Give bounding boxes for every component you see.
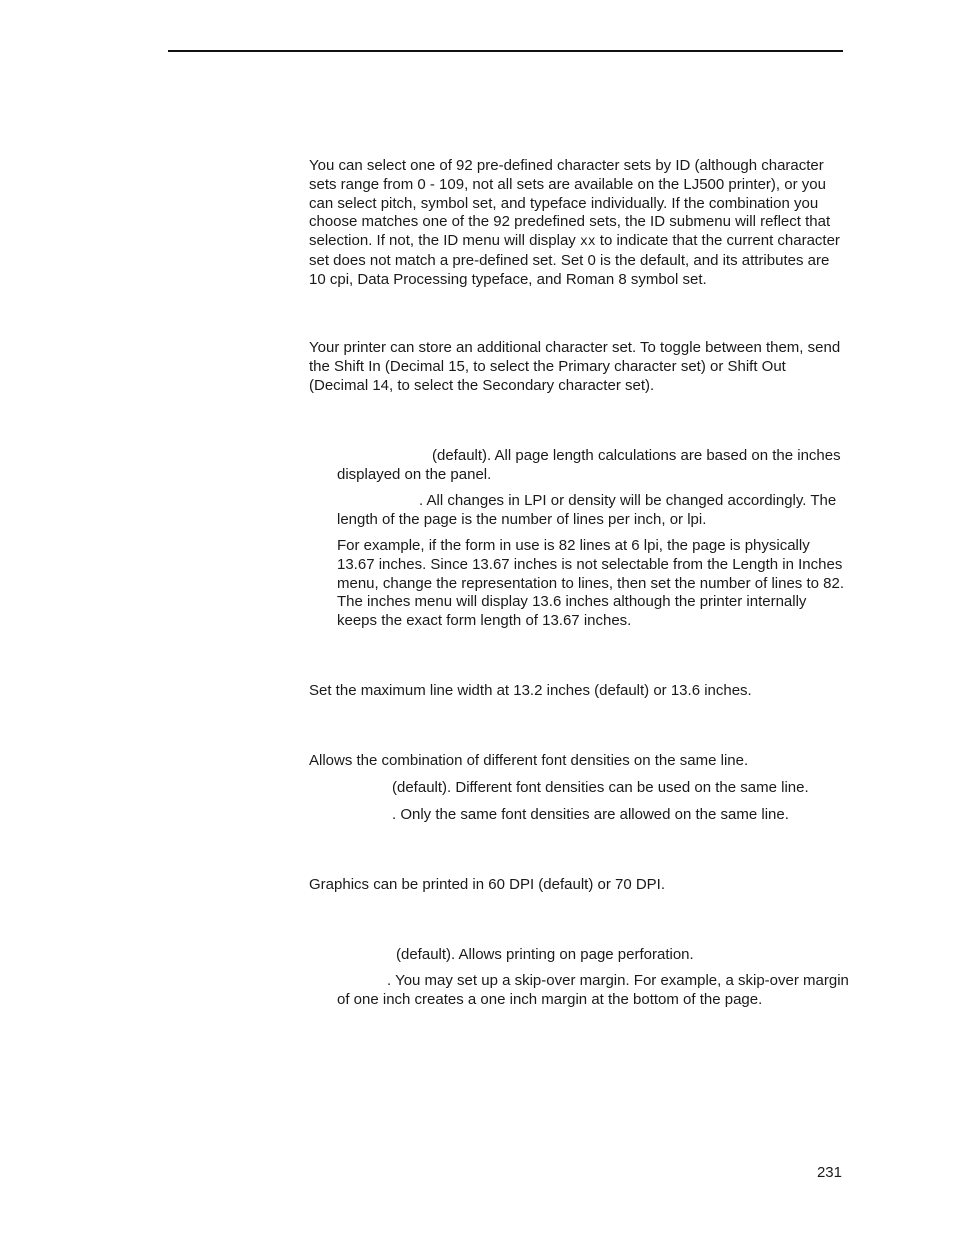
form-length-option-2: . All changes in LPI or density will be changed accordingly. The length of the page is the number of lines per inch, or lpi. xyxy=(337,492,837,528)
charset-id-code: xx xyxy=(579,234,596,250)
mixed-density-option-2: . Only the same font densities are allowed on the same line. xyxy=(392,806,789,823)
line-width-paragraph: Set the maximum line width at 13.2 inches (default) or 13.6 inches. xyxy=(309,682,752,699)
graphics-paragraph: Graphics can be printed in 60 DPI (default) or 70 DPI. xyxy=(309,876,666,893)
charset-id-text-before: You can select one of 92 pre-defined character sets by ID (although character sets range from 0 - 109, not all sets are available on the LJ500 printer), or you can select pitch, symbol set, and typeface individually. If the combination you choose matches one of the 92 predefined sets, the ID submenu will reflect that selection. If not, the ID menu will display xyxy=(309,157,831,250)
form-length-example: For example, if the form in use is 82 lines at 6 lpi, the page is physically 13.67 inches. Since 13.67 inches is not selectable from the Length in Inches menu, change the representation to lines, then set the number of lines to 82. The inches menu will display 13.6 inches although the printer internally keeps the exact form length of 13.67 inches. xyxy=(337,537,844,630)
perforation-option-1: (default). Allows printing on page perforation. xyxy=(396,946,694,963)
page-number: 231 xyxy=(816,1164,842,1181)
perforation-option-2: . You may set up a skip-over margin. For example, a skip-over margin of one inch creates a one inch margin at the bottom of the page. xyxy=(337,972,849,1008)
mixed-density-intro: Allows the combination of different font densities on the same line. xyxy=(309,752,749,769)
form-length-option-1: (default). All page length calculations are based on the inches displayed on the panel. xyxy=(337,447,841,483)
secondary-set-paragraph: Your printer can store an additional character set. To toggle between them, send the Shift In (Decimal 15, to select the Primary character set) or Shift Out (Decimal 14, to select the Secondary character set). xyxy=(309,339,841,394)
charset-id-text-after: to indicate that the current character set does not match a pre-defined set. Set 0 is the default, and its attributes are 10 cpi, Data Processing typeface, and Roman 8 symbol set. xyxy=(309,232,840,288)
charset-id-paragraph xyxy=(309,157,849,290)
header-rule xyxy=(168,50,843,52)
mixed-density-option-1: (default). Different font densities can be used on the same line. xyxy=(392,779,809,796)
